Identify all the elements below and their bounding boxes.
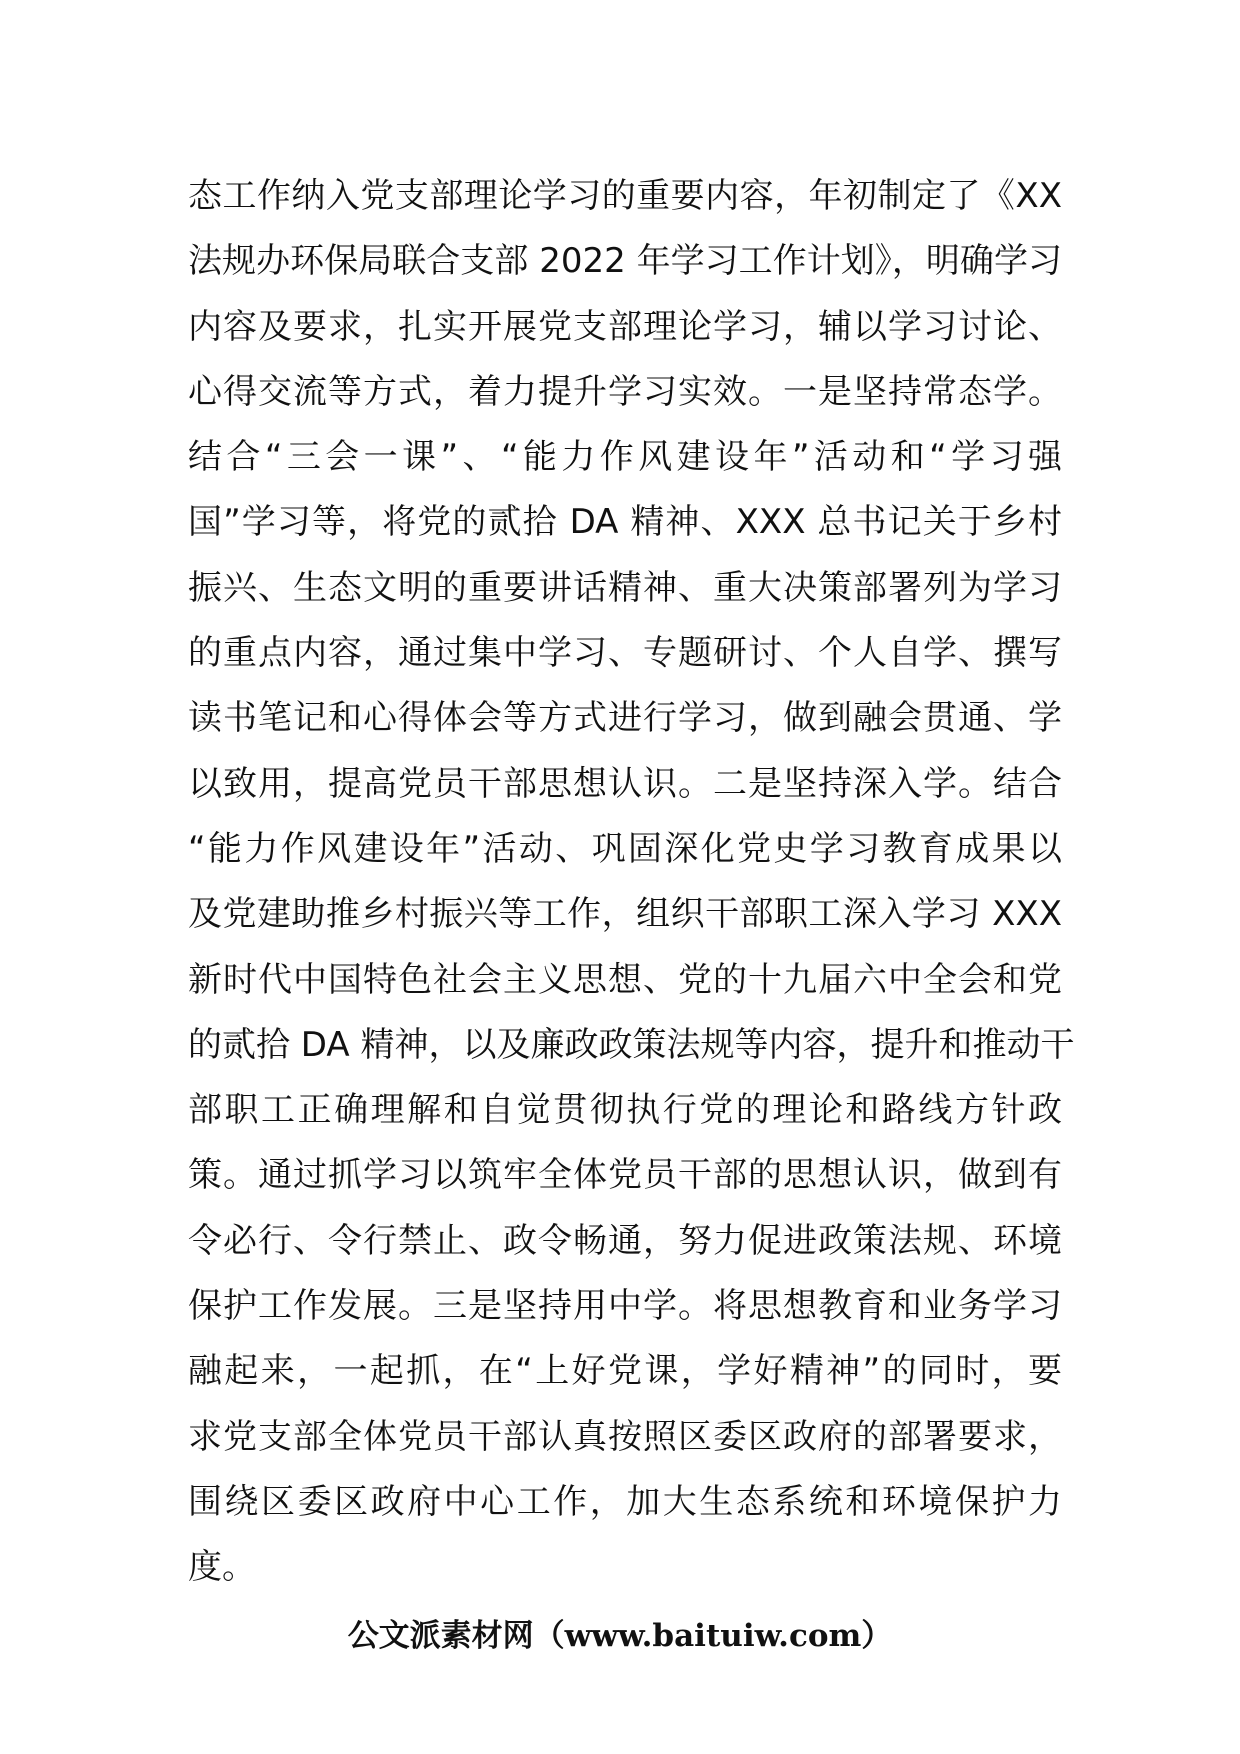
text-line: 国”学习等，将党的贰拾 DA 精神、XXX 总书记关于乡村 (188, 502, 1062, 543)
text-line: 以致用，提高党员干部思想认识。二是坚持深入学。结合 (188, 763, 1062, 804)
text-line: 部职工正确理解和自觉贯彻执行党的理论和路线方针政 (188, 1090, 1062, 1131)
text-line: 的贰拾 DA 精神，以及廉政政策法规等内容，提升和推动干 (188, 1024, 1075, 1065)
text-line: 融起来，一起抓，在“上好党课，学好精神”的同时，要 (188, 1351, 1062, 1392)
text-line: 及党建助推乡村振兴等工作，组织干部职工深入学习 XXX (188, 894, 1062, 935)
text-line: 保护工作发展。三是坚持用中学。将思想教育和业务学习 (188, 1286, 1062, 1327)
text-line: 法规办环保局联合支部 2022 年学习工作计划》，明确学习 (188, 241, 1062, 282)
text-line: 心得交流等方式，着力提升学习实效。一是坚持常态学。 (188, 371, 1062, 412)
text-line: 求党支部全体党员干部认真按照区委区政府的部署要求， (188, 1416, 1062, 1457)
text-line: 新时代中国特色社会主义思想、党的十九届六中全会和党 (188, 959, 1062, 1000)
text-line: 围绕区委区政府中心工作，加大生态系统和环境保护力 (188, 1481, 1062, 1522)
text-line: 读书笔记和心得体会等方式进行学习，做到融会贯通、学 (188, 698, 1062, 739)
text-line: 态工作纳入党支部理论学习的重要内容，年初制定了《XX (188, 176, 1062, 216)
text-line: 策。通过抓学习以筑牢全体党员干部的思想认识，做到有 (188, 1155, 1062, 1196)
site-footer-watermark: 公文派素材网（www.baituiw.com） (347, 1618, 893, 1654)
text-line: 的重点内容，通过集中学习、专题研讨、个人自学、撰写 (188, 633, 1062, 674)
text-line: “能力作风建设年”活动、巩固深化党史学习教育成果以 (188, 828, 1062, 869)
text-line: 度。 (188, 1547, 256, 1588)
text-line: 内容及要求，扎实开展党支部理论学习，辅以学习讨论、 (188, 306, 1062, 347)
text-line: 结合“三会一课”、“能力作风建设年”活动和“学习强 (188, 437, 1062, 478)
body-paragraph (188, 164, 1075, 1601)
text-line: 令必行、令行禁止、政令畅通，努力促进政策法规、环境 (188, 1220, 1062, 1261)
text-line: 振兴、生态文明的重要讲话精神、重大决策部署列为学习 (188, 567, 1062, 608)
